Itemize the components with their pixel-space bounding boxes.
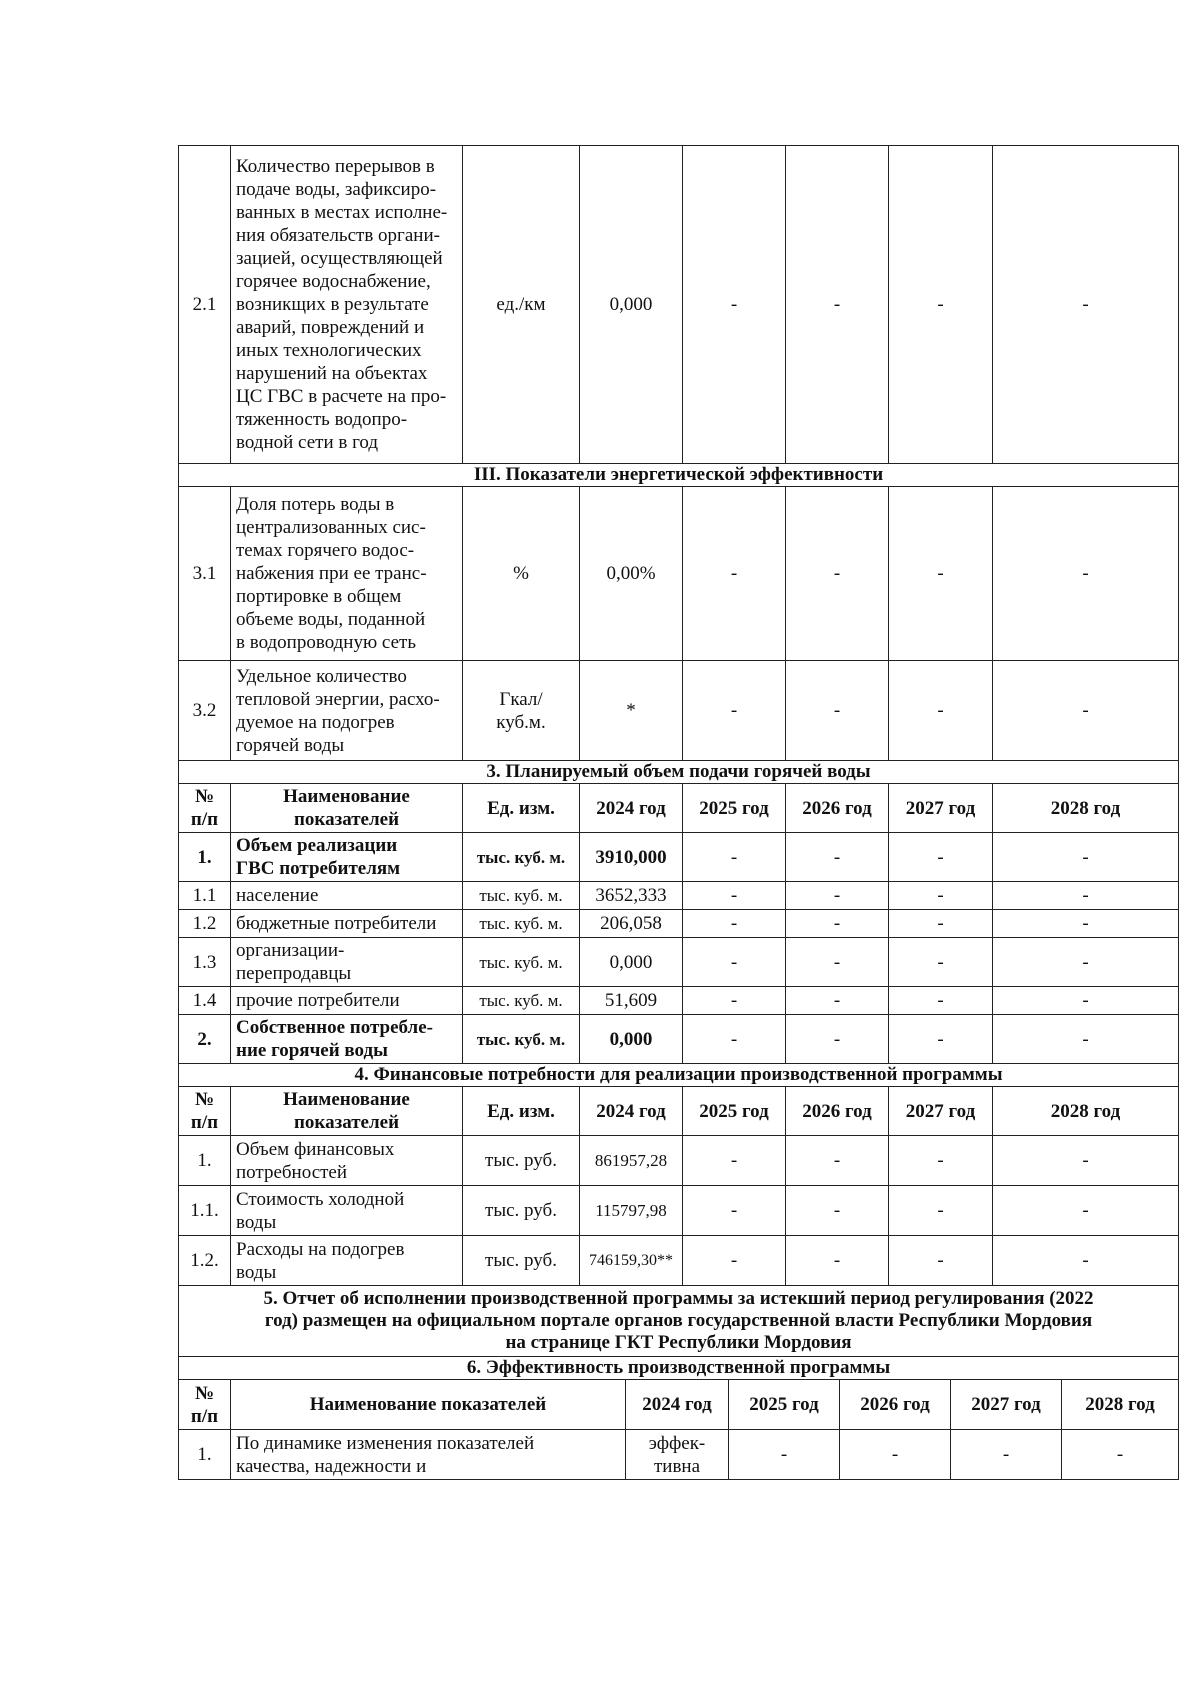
- indicator-name: По динамике изменения показателей качества, надежности и: [231, 1430, 626, 1480]
- value-2028: -: [993, 882, 1179, 910]
- value-2028: -: [993, 1186, 1179, 1236]
- value-2027: -: [889, 833, 993, 882]
- header-year: 2025 год: [729, 1380, 840, 1430]
- value-2025: -: [683, 146, 786, 464]
- value-2025: -: [683, 1236, 786, 1286]
- value-2025: -: [683, 1136, 786, 1186]
- header-unit: Ед. изм.: [463, 784, 580, 833]
- value-2028: -: [993, 938, 1179, 987]
- indicator-name: Количество перерывов в подаче воды, зафиксиро- ванных в местах исполне- ния обязательств органи- зацией, осуществляющей горячее водоснабжение, возникщих в результате аварий, повреждений и иных технологических нарушений на объектах ЦС ГВС в расчете на про- тяженность водопро- водной сети в год: [231, 146, 463, 464]
- value-2024: 746159,30**: [580, 1236, 683, 1286]
- value-2024: 51,609: [580, 987, 683, 1015]
- table-row: [179, 1430, 1179, 1480]
- value-2025: -: [683, 987, 786, 1015]
- section-title-row: [179, 1064, 1179, 1087]
- value-2026: -: [786, 1136, 889, 1186]
- unit-cell: тыс. куб. м.: [463, 910, 580, 938]
- value-2026: -: [786, 833, 889, 882]
- indicator-name: Собственное потребле- ние горячей воды: [231, 1015, 463, 1064]
- value-2025: -: [729, 1430, 840, 1480]
- table-row: [179, 1136, 1179, 1186]
- row-number: 3.2: [179, 661, 231, 761]
- unit-cell: тыс. куб. м.: [463, 882, 580, 910]
- value-2027: -: [889, 1186, 993, 1236]
- unit-cell: тыс. куб. м.: [463, 938, 580, 987]
- header-year: 2027 год: [889, 784, 993, 833]
- value-2028: -: [993, 1136, 1179, 1186]
- value-2026: -: [786, 938, 889, 987]
- unit-cell: тыс. руб.: [463, 1136, 580, 1186]
- value-2028: -: [993, 987, 1179, 1015]
- value-2028: -: [993, 1015, 1179, 1064]
- table-row: [179, 910, 1179, 938]
- report-row: [179, 1286, 1179, 1357]
- value-2026: -: [786, 910, 889, 938]
- section-title: 4. Финансовые потребности для реализации производственной программы: [179, 1064, 1179, 1087]
- value-2025: -: [683, 938, 786, 987]
- header-year: 2026 год: [786, 1087, 889, 1136]
- indicator-name: прочие потребители: [231, 987, 463, 1015]
- value-2026: -: [786, 487, 889, 661]
- header-year: 2024 год: [626, 1380, 729, 1430]
- indicator-name: население: [231, 882, 463, 910]
- value-2027: -: [889, 882, 993, 910]
- value-2025: -: [683, 1015, 786, 1064]
- value-2027: -: [889, 987, 993, 1015]
- value-2025: -: [683, 661, 786, 761]
- table-row: [179, 487, 1179, 661]
- value-2028: -: [993, 833, 1179, 882]
- table-row: [179, 1015, 1179, 1064]
- value-2027: -: [889, 487, 993, 661]
- header-year: 2027 год: [889, 1087, 993, 1136]
- header-row: [179, 784, 1179, 833]
- value-2025: -: [683, 882, 786, 910]
- row-number: 1.2.: [179, 1236, 231, 1286]
- value-2026: -: [786, 1236, 889, 1286]
- unit-cell: тыс. руб.: [463, 1186, 580, 1236]
- volume-table: [178, 760, 1179, 1064]
- section-title: III. Показатели энергетической эффективности: [179, 464, 1179, 487]
- value-2026: -: [786, 1186, 889, 1236]
- indicator-name: Объем финансовых потребностей: [231, 1136, 463, 1186]
- unit-cell: тыс. куб. м.: [463, 833, 580, 882]
- value-2027: -: [951, 1430, 1062, 1480]
- indicator-name: Удельное количество тепловой энергии, расхо- дуемое на подогрев горячей воды: [231, 661, 463, 761]
- table-row: [179, 1236, 1179, 1286]
- value-2025: -: [683, 833, 786, 882]
- value-2027: -: [889, 146, 993, 464]
- table-row: [179, 146, 1179, 464]
- header-row: [179, 1380, 1179, 1430]
- row-number: 3.1: [179, 487, 231, 661]
- value-2024: 861957,28: [580, 1136, 683, 1186]
- value-2024: 3652,333: [580, 882, 683, 910]
- row-number: 1.: [179, 833, 231, 882]
- table-row: [179, 882, 1179, 910]
- value-2025: -: [683, 1186, 786, 1236]
- unit-cell: тыс. руб.: [463, 1236, 580, 1286]
- value-2026: -: [786, 1015, 889, 1064]
- value-2028: -: [1062, 1430, 1179, 1480]
- value-2025: -: [683, 487, 786, 661]
- row-number: 1.1.: [179, 1186, 231, 1236]
- row-number: 1.1: [179, 882, 231, 910]
- section-title-row: [179, 1357, 1179, 1380]
- value-2027: -: [889, 1015, 993, 1064]
- header-num: № п/п: [179, 1380, 231, 1430]
- indicator-name: Объем реализации ГВС потребителям: [231, 833, 463, 882]
- value-2027: -: [889, 661, 993, 761]
- value-2024: *: [580, 661, 683, 761]
- indicator-name: бюджетные потребители: [231, 910, 463, 938]
- value-2024: 0,00%: [580, 487, 683, 661]
- table-row: [179, 661, 1179, 761]
- value-2027: -: [889, 1236, 993, 1286]
- value-2024: 0,000: [580, 1015, 683, 1064]
- indicator-name: Расходы на подогрев воды: [231, 1236, 463, 1286]
- table-row: [179, 987, 1179, 1015]
- document-page: [178, 145, 1178, 1480]
- row-number: 2.1: [179, 146, 231, 464]
- row-number: 1.3: [179, 938, 231, 987]
- unit-cell: тыс. куб. м.: [463, 1015, 580, 1064]
- indicator-name: организации- перепродавцы: [231, 938, 463, 987]
- value-2026: -: [786, 987, 889, 1015]
- header-year: 2026 год: [840, 1380, 951, 1430]
- indicator-name: Доля потерь воды в централизованных сис- темах горячего водос- набжения при ее транс- портировке в общем объеме воды, поданной в водопроводную сеть: [231, 487, 463, 661]
- value-2024: 115797,98: [580, 1186, 683, 1236]
- unit-cell: Гкал/ куб.м.: [463, 661, 580, 761]
- row-number: 1.4: [179, 987, 231, 1015]
- value-2026: -: [840, 1430, 951, 1480]
- value-2025: -: [683, 910, 786, 938]
- finance-table: [178, 1063, 1179, 1357]
- value-2028: -: [993, 487, 1179, 661]
- value-2024: эффек- тивна: [626, 1430, 729, 1480]
- section-title: 3. Планируемый объем подачи горячей воды: [179, 761, 1179, 784]
- value-2026: -: [786, 146, 889, 464]
- value-2027: -: [889, 1136, 993, 1186]
- value-2024: 0,000: [580, 146, 683, 464]
- section-title-row: [179, 464, 1179, 487]
- report-text: 5. Отчет об исполнении производственной программы за истекший период регулирования (2022 год) размещен на официальном портале органов государственной власти Республики Мордовия на странице ГКТ Республики Мордовия: [179, 1286, 1179, 1357]
- header-year: 2025 год: [683, 784, 786, 833]
- row-number: 1.2: [179, 910, 231, 938]
- unit-cell: тыс. куб. м.: [463, 987, 580, 1015]
- header-year: 2024 год: [580, 784, 683, 833]
- table-row: [179, 938, 1179, 987]
- value-2028: -: [993, 661, 1179, 761]
- value-2024: 0,000: [580, 938, 683, 987]
- section-title-row: [179, 761, 1179, 784]
- table-row: [179, 1186, 1179, 1236]
- header-name: Наименование показателей: [231, 1087, 463, 1136]
- value-2028: -: [993, 910, 1179, 938]
- header-year: 2024 год: [580, 1087, 683, 1136]
- header-num: № п/п: [179, 1087, 231, 1136]
- value-2028: -: [993, 1236, 1179, 1286]
- header-year: 2028 год: [993, 784, 1179, 833]
- table-row: [179, 833, 1179, 882]
- row-number: 1.: [179, 1430, 231, 1480]
- header-row: [179, 1087, 1179, 1136]
- header-name: Наименование показателей: [231, 1380, 626, 1430]
- section-title: 6. Эффективность производственной программы: [179, 1357, 1179, 1380]
- value-2024: 3910,000: [580, 833, 683, 882]
- header-year: 2026 год: [786, 784, 889, 833]
- indicators-table: [178, 145, 1179, 761]
- header-unit: Ед. изм.: [463, 1087, 580, 1136]
- header-year: 2027 год: [951, 1380, 1062, 1430]
- value-2028: -: [993, 146, 1179, 464]
- header-year: 2028 год: [1062, 1380, 1179, 1430]
- value-2027: -: [889, 938, 993, 987]
- header-num: № п/п: [179, 784, 231, 833]
- value-2024: 206,058: [580, 910, 683, 938]
- value-2026: -: [786, 661, 889, 761]
- header-year: 2028 год: [993, 1087, 1179, 1136]
- header-year: 2025 год: [683, 1087, 786, 1136]
- value-2026: -: [786, 882, 889, 910]
- header-name: Наименование показателей: [231, 784, 463, 833]
- value-2027: -: [889, 910, 993, 938]
- unit-cell: ед./км: [463, 146, 580, 464]
- row-number: 2.: [179, 1015, 231, 1064]
- row-number: 1.: [179, 1136, 231, 1186]
- unit-cell: %: [463, 487, 580, 661]
- efficiency-table: [178, 1356, 1179, 1480]
- indicator-name: Стоимость холодной воды: [231, 1186, 463, 1236]
